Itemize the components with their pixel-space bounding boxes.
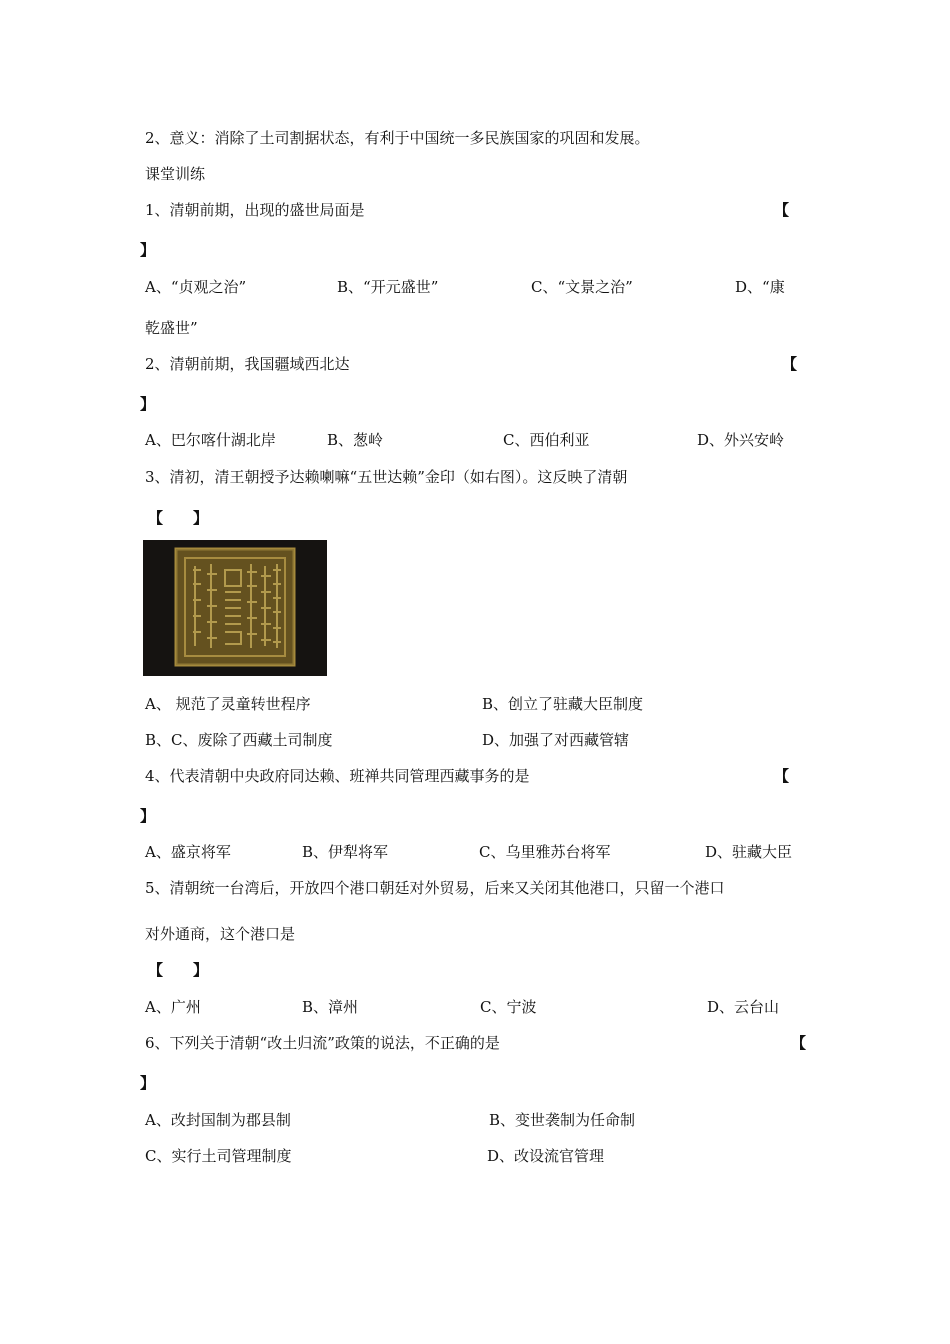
q4-bracket-close: 】 bbox=[140, 807, 156, 825]
q5-option-a: A、广州 bbox=[145, 998, 201, 1016]
q2-option-c: C、西伯利亚 bbox=[503, 431, 590, 449]
q1-option-a: A、“贞观之治” bbox=[145, 278, 247, 296]
q3-option-d: D、加强了对西藏管辖 bbox=[482, 731, 630, 749]
q5-stem-cont: 对外通商，这个港口是 bbox=[145, 925, 296, 943]
q1-bracket-open: 【 bbox=[774, 201, 790, 219]
q5-stem: 5、清朝统一台湾后，开放四个港口朝廷对外贸易，后来又关闭其他港口，只留一个港口 bbox=[145, 879, 725, 897]
section-title: 课堂训练 bbox=[145, 165, 206, 183]
q5-option-d: D、云台山 bbox=[707, 998, 780, 1016]
q4-option-b: B、伊犁将军 bbox=[302, 843, 389, 861]
q5-option-b: B、漳州 bbox=[302, 998, 359, 1016]
q1-bracket-close: 】 bbox=[140, 241, 156, 259]
q2-bracket-close: 】 bbox=[140, 395, 156, 413]
q2-option-d: D、外兴安岭 bbox=[697, 431, 785, 449]
q5-option-c: C、宁波 bbox=[480, 998, 537, 1016]
q1-option-d-cont: 乾盛世” bbox=[145, 319, 198, 337]
q6-option-c: C、实行土司管理制度 bbox=[145, 1147, 292, 1165]
q2-stem: 2、清朝前期，我国疆域西北达 bbox=[145, 355, 350, 373]
q3-option-c: B、C、废除了西藏土司制度 bbox=[145, 731, 333, 749]
q3-option-b: B、创立了驻藏大臣制度 bbox=[482, 695, 644, 713]
q4-stem: 4、代表清朝中央政府同达赖、班禅共同管理西藏事务的是 bbox=[145, 767, 530, 785]
q2-option-a: A、巴尔喀什湖北岸 bbox=[145, 431, 276, 449]
q1-option-b: B、“开元盛世” bbox=[337, 278, 439, 296]
meaning-line: 2、意义：消除了土司割据状态，有利于中国统一多民族国家的巩固和发展。 bbox=[145, 129, 650, 147]
q4-option-c: C、乌里雅苏台将军 bbox=[479, 843, 611, 861]
q6-option-a: A、改封国制为郡县制 bbox=[145, 1111, 291, 1129]
q6-bracket-open: 【 bbox=[791, 1034, 807, 1052]
q2-option-b: B、葱岭 bbox=[327, 431, 384, 449]
q5-bracket: 【 】 bbox=[148, 961, 209, 979]
q4-option-a: A、盛京将军 bbox=[145, 843, 231, 861]
q3-stem: 3、清初，清王朝授予达赖喇嘛“五世达赖”金印（如右图）。这反映了清朝 bbox=[145, 468, 628, 486]
q6-bracket-close: 】 bbox=[140, 1074, 156, 1092]
q1-option-d: D、“康 bbox=[735, 278, 785, 296]
q1-stem: 1、清朝前期，出现的盛世局面是 bbox=[145, 201, 365, 219]
q2-bracket-open: 【 bbox=[782, 355, 798, 373]
q6-option-d: D、改设流官管理 bbox=[487, 1147, 605, 1165]
golden-seal-image bbox=[143, 540, 327, 676]
q4-option-d: D、驻藏大臣 bbox=[705, 843, 793, 861]
q4-bracket-open: 【 bbox=[774, 767, 790, 785]
q3-bracket: 【 】 bbox=[148, 509, 209, 527]
q6-stem: 6、下列关于清朝“改土归流”政策的说法，不正确的是 bbox=[145, 1034, 500, 1052]
q6-option-b: B、变世袭制为任命制 bbox=[489, 1111, 636, 1129]
q3-option-a: A、 规范了灵童转世程序 bbox=[145, 695, 311, 713]
q1-option-c: C、“文景之治” bbox=[531, 278, 633, 296]
